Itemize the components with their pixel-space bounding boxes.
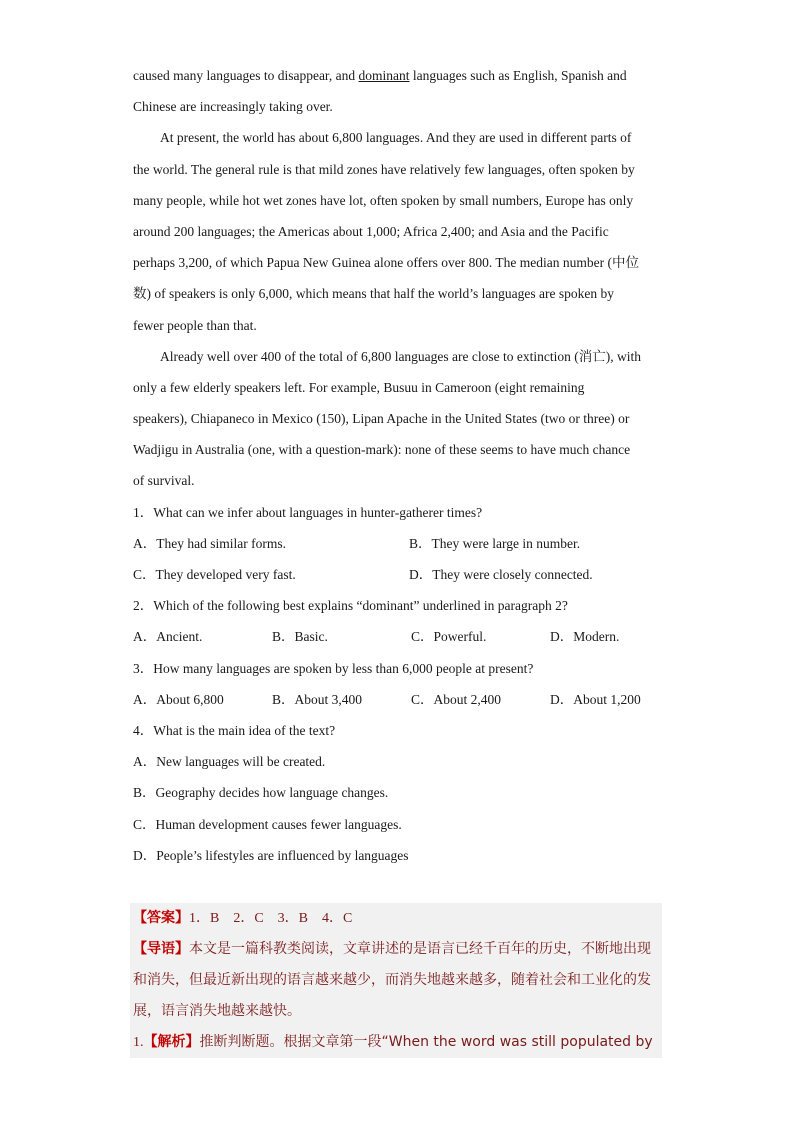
underlined-word-dominant: dominant — [358, 68, 410, 83]
passage-line: 数) of speakers is only 6,000, which means that half the world’s languages are spoken by — [133, 286, 615, 302]
question-3-options — [133, 684, 663, 715]
passage-line: perhaps 3,200, of which Papua New Guinea alone offers over 800. The median number (中位 — [133, 255, 639, 271]
q2-option-b: B．Basic. — [272, 629, 328, 645]
q2-option-c: C．Powerful. — [411, 629, 487, 645]
guide-label: 【导语】 — [133, 941, 189, 957]
question-1-options-row1 — [133, 528, 663, 559]
analysis-line — [130, 1027, 662, 1058]
question-1-stem: 1．What can we infer about languages in hunter-gatherer times? — [133, 504, 483, 520]
question-1-options-row2 — [133, 559, 663, 590]
q1-option-d: D．They were closely connected. — [409, 567, 593, 582]
analysis-number: 1. — [133, 1035, 144, 1050]
passage-line: At present, the world has about 6,800 languages. And they are used in different parts of — [160, 130, 632, 146]
question-2-stem: 2．Which of the following best explains “dominant” underlined in paragraph 2? — [133, 598, 568, 614]
text-span: languages such as English, Spanish and — [409, 68, 627, 83]
q3-option-b: B．About 3,400 — [272, 691, 363, 707]
passage-line: around 200 languages; the Americas about 1,000; Africa 2,400; and Asia and the Pacific — [133, 223, 609, 239]
passage-line: speakers), Chiapaneco in Mexico (150), Lipan Apache in the United States (two or three) or — [133, 411, 630, 427]
answer-keys: 1．B 2．C 3．B 4．C — [189, 911, 353, 926]
q1-option-c: C．They developed very fast. — [133, 567, 296, 582]
passage-line: many people, while hot wet zones have lot, often spoken by small numbers, Europe has only — [133, 192, 634, 208]
q1-option-a: A．They had similar forms. — [133, 535, 286, 551]
passage-line — [133, 60, 663, 91]
q1-option-b: B．They were large in number. — [409, 535, 581, 551]
q2-option-d: D．Modern. — [550, 629, 620, 645]
question-3-stem: 3．How many languages are spoken by less than 6,000 people at present? — [133, 660, 534, 676]
question-4-stem: 4．What is the main idea of the text? — [133, 722, 336, 738]
q3-option-a: A．About 6,800 — [133, 691, 224, 707]
passage-line: Wadjigu in Australia (one, with a question-mark): none of these seems to have much chance — [133, 442, 631, 458]
q4-option-d: D．People’s lifestyles are influenced by languages — [133, 847, 409, 863]
document-page — [133, 60, 663, 871]
passage-line: the world. The general rule is that mild zones have relatively few languages, often spoken by — [133, 161, 635, 177]
text-span: caused many languages to disappear, and — [133, 68, 359, 83]
q3-option-d: D．About 1,200 — [550, 691, 641, 707]
analysis-text: 推断判断题。根据文章第一段“When the word was still populated by — [199, 1034, 653, 1050]
passage-line: Chinese are increasingly taking over. — [133, 99, 333, 115]
passage-line: fewer people than that. — [133, 317, 257, 333]
q4-option-c: C．Human development causes fewer languages. — [133, 816, 402, 832]
question-2-options — [133, 621, 663, 652]
passage-line: only a few elderly speakers left. For example, Busuu in Cameroon (eight remaining — [133, 379, 585, 395]
q4-option-a: A．New languages will be created. — [133, 754, 326, 770]
passage-line: of survival. — [133, 473, 195, 489]
guide-text: 本文是一篇科教类阅读，文章讲述的是语言已经千百年的历史，不断地出现和消失，但最近新出现的语言越来越少，而消失地越来越多，随着社会和工业化的发展，语言消失地越来越快。 — [133, 941, 651, 1019]
answer-label: 【答案】 — [133, 910, 189, 926]
q4-option-b: B．Geography decides how language changes. — [133, 785, 389, 801]
q3-option-c: C．About 2,400 — [411, 691, 502, 707]
q2-option-a: A．Ancient. — [133, 629, 203, 645]
analysis-label: 【解析】 — [143, 1034, 200, 1050]
answer-keys-line — [130, 903, 662, 934]
guide-paragraph — [130, 934, 662, 1027]
answer-section — [130, 903, 662, 1058]
passage-line: Already well over 400 of the total of 6,800 languages are close to extinction (消亡), with — [160, 348, 641, 364]
